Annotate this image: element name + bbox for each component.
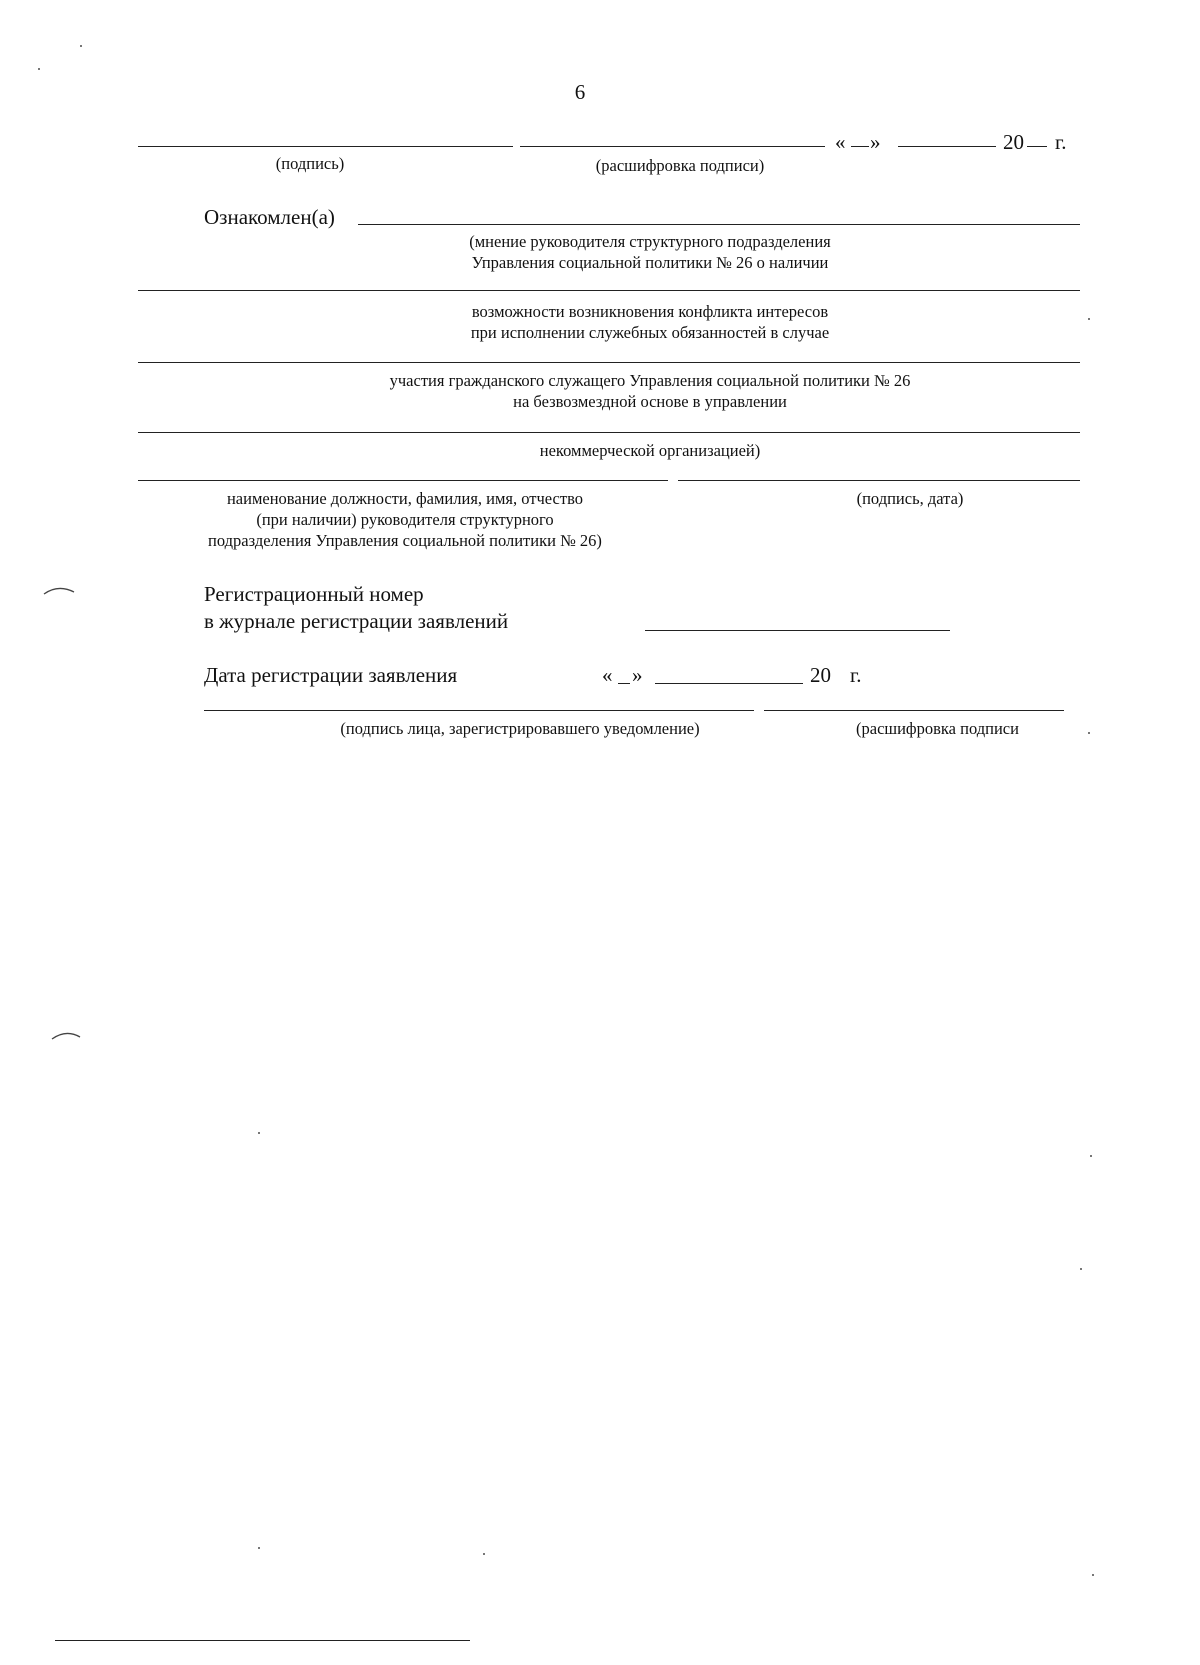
reg-year-suffix: г.	[850, 663, 862, 687]
decipher-caption: (расшифровка подписи)	[595, 156, 765, 175]
sign-date-caption: (подпись, дата)	[856, 489, 964, 508]
day-blank	[851, 146, 869, 147]
opinion-line-2	[138, 362, 1080, 363]
decipher-line	[520, 146, 825, 147]
scan-speck	[1088, 318, 1090, 320]
manager-caption-3: подразделения Управления социальной политики № 26)	[208, 531, 602, 550]
registration-number-line	[645, 630, 950, 631]
opinion-line-1	[138, 290, 1080, 291]
scan-speck	[1090, 1155, 1092, 1157]
manager-line	[138, 480, 668, 481]
registration-number-label-1: Регистрационный номер	[204, 582, 424, 606]
acknowledged-label: Ознакомлен(а)	[204, 205, 335, 229]
year-prefix: 20	[1003, 130, 1024, 154]
scan-speck	[258, 1132, 260, 1134]
signature-caption: (подпись)	[275, 154, 345, 173]
registration-date-label: Дата регистрации заявления	[204, 663, 458, 687]
reg-year-prefix: 20	[810, 663, 831, 687]
year-blank	[1027, 146, 1047, 147]
reg-date-open-quote: «	[602, 663, 613, 687]
month-blank	[898, 146, 996, 147]
scan-mark	[40, 580, 80, 600]
registration-number-label-2: в журнале регистрации заявлений	[204, 609, 509, 633]
registrar-decipher-line	[764, 710, 1064, 711]
year-suffix: г.	[1055, 130, 1067, 154]
opinion-caption-7: некоммерческой организацией)	[539, 441, 761, 460]
opinion-caption-1: (мнение руководителя структурного подразделения	[469, 232, 831, 251]
scan-mark	[48, 1025, 88, 1045]
scan-speck	[483, 1553, 485, 1555]
opinion-caption-4: при исполнении служебных обязанностей в случае	[470, 323, 830, 342]
reg-day-blank	[618, 683, 630, 684]
scan-speck	[80, 45, 82, 47]
opinion-caption-5: участия гражданского служащего Управления социальной политики № 26	[389, 371, 911, 390]
page-number: 6	[574, 80, 586, 104]
acknowledged-line	[358, 224, 1080, 225]
sign-date-line	[678, 480, 1080, 481]
registrar-decipher-caption: (расшифровка подписи	[856, 719, 1019, 738]
scan-speck	[1088, 732, 1090, 734]
opinion-line-3	[138, 432, 1080, 433]
opinion-caption-3: возможности возникновения конфликта интересов	[471, 302, 829, 321]
manager-caption-2: (при наличии) руководителя структурного	[256, 510, 554, 529]
opinion-caption-2: Управления социальной политики № 26 о наличии	[471, 253, 829, 272]
date-close-quote: »	[870, 130, 881, 154]
scan-speck	[258, 1547, 260, 1549]
registrar-caption: (подпись лица, зарегистрировавшего уведомление)	[340, 719, 700, 738]
reg-month-blank	[655, 683, 803, 684]
registrar-signature-line	[204, 710, 754, 711]
scan-speck	[38, 68, 40, 70]
reg-date-close-quote: »	[632, 663, 643, 687]
date-open-quote: «	[835, 130, 846, 154]
opinion-caption-6: на безвозмездной основе в управлении	[513, 392, 787, 411]
scan-speck	[1080, 1268, 1082, 1270]
footnote-separator	[55, 1640, 470, 1641]
manager-caption-1: наименование должности, фамилия, имя, отчество	[226, 489, 584, 508]
signature-line	[138, 146, 513, 147]
scan-speck	[1092, 1574, 1094, 1576]
